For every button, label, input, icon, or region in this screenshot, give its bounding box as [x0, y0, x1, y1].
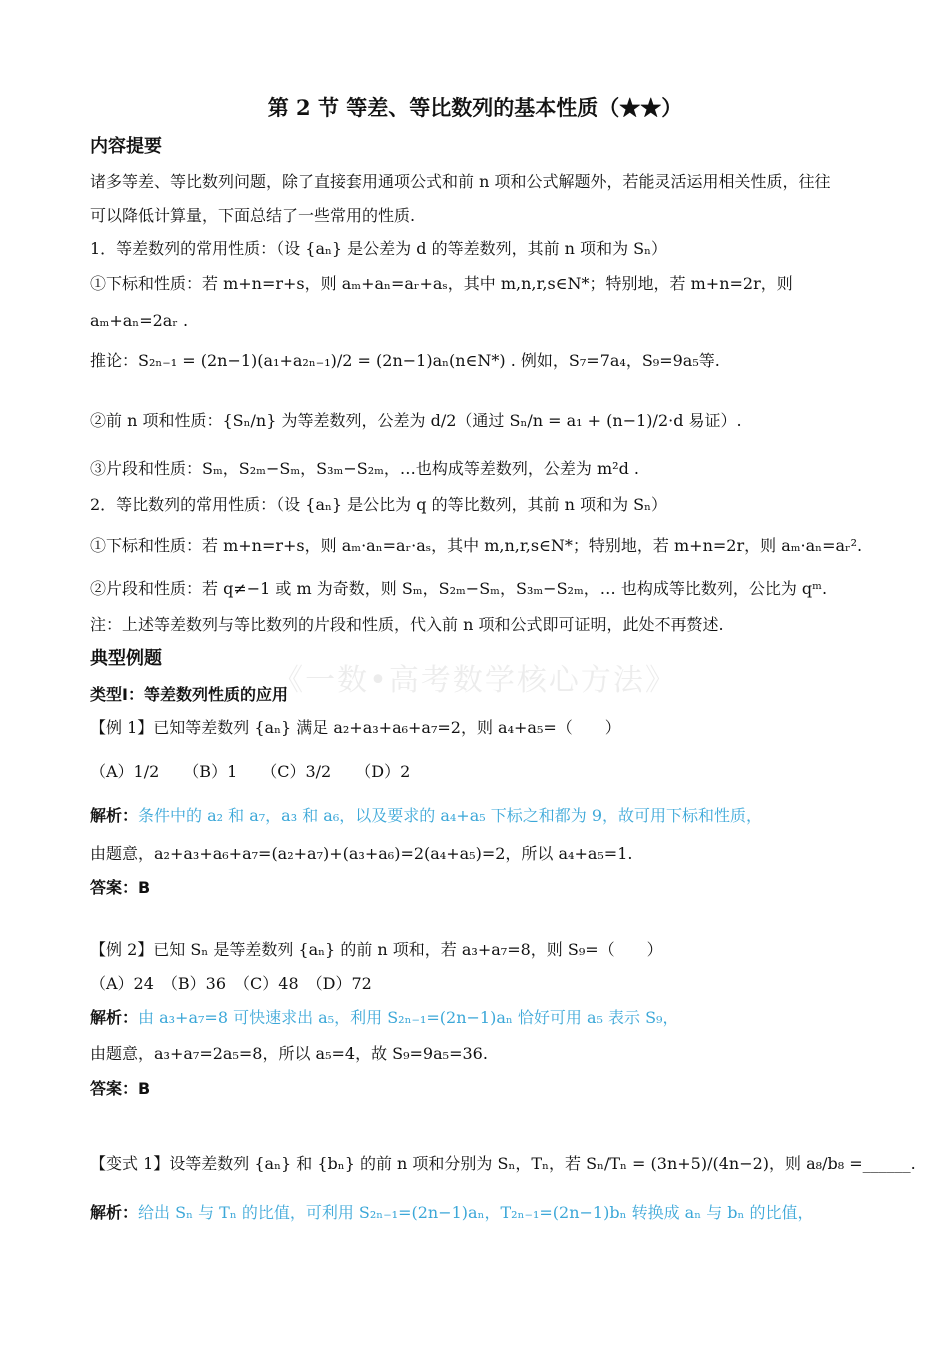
intro-line-2: 可以降低计算量，下面总结了一些常用的性质. — [90, 206, 416, 225]
arith-properties-heading: 1．等差数列的常用性质：（设 {aₙ} 是公差为 d 的等差数列，其前 n 项和为 Sₙ） — [90, 239, 668, 258]
arith-segment-sum: ③片段和性质：Sₘ，S₂ₘ−Sₘ，S₃ₘ−S₂ₘ，…也构成等差数列，公差为 m²d . — [90, 459, 640, 478]
intro-line-1: 诸多等差、等比数列问题，除了直接套用通项公式和前 n 项和公式解题外，若能灵活运用相关性质，往往 — [90, 172, 831, 191]
example-2-answer: 答案：B — [90, 1079, 151, 1098]
example-1-analysis — [90, 805, 762, 827]
arith-corollary: 推论：S₂ₙ₋₁ = (2n−1)(a₁+a₂ₙ₋₁)/2 = (2n−1)aₙ(n∈N*) . 例如，S₇=7a₄，S₉=9a₅等. — [90, 351, 720, 370]
example-2-analysis — [90, 1007, 678, 1029]
example-1-options: （A）1/2 （B）1 （C）3/2 （D）2 — [90, 762, 411, 781]
analysis-label: 解析： — [90, 806, 139, 825]
analysis-label: 解析： — [90, 1008, 139, 1027]
arith-index-sum: ①下标和性质：若 m+n=r+s，则 aₘ+aₙ=aᵣ+aₛ，其中 m,n,r,s∈N*；特别地，若 m+n=2r，则 — [90, 274, 793, 293]
page-title: 第 2 节 等差、等比数列的基本性质（★★） — [267, 95, 683, 120]
variant-1-question: 【变式 1】设等差数列 {aₙ} 和 {bₙ} 的前 n 项和分别为 Sₙ，Tₙ，若 Sₙ/Tₙ = (3n+5)/(4n−2)，则 a₈/b₈ =______. — [90, 1154, 916, 1173]
section-heading-examples: 典型例题 — [90, 648, 162, 669]
arith-partial-sum: ②前 n 项和性质：{Sₙ/n} 为等差数列，公差为 d/2（通过 Sₙ/n = a₁ + (n−1)/2·d 易证）. — [90, 411, 742, 430]
example-2-analysis-text: 由 a₃+a₇=8 可快速求出 a₅，利用 S₂ₙ₋₁=(2n−1)aₙ 恰好可用 a₅ 表示 S₉， — [138, 1008, 679, 1027]
example-1-answer: 答案：B — [90, 878, 151, 897]
example-1-question: 【例 1】已知等差数列 {aₙ} 满足 a₂+a₃+a₆+a₇=2，则 a₄+a₅=（ ） — [90, 718, 621, 737]
example-1-solution: 由题意，a₂+a₃+a₆+a₇=(a₂+a₇)+(a₃+a₆)=2(a₄+a₅)=2，所以 a₄+a₅=1. — [90, 844, 633, 863]
geom-index-sum: ①下标和性质：若 m+n=r+s，则 aₘ·aₙ=aᵣ·aₛ，其中 m,n,r,s∈N*；特别地，若 m+n=2r，则 aₘ·aₙ=aᵣ². — [90, 536, 863, 555]
example-2-question: 【例 2】已知 Sₙ 是等差数列 {aₙ} 的前 n 项和，若 a₃+a₇=8，则 S₉=（ ） — [90, 940, 663, 959]
variant-1-analysis — [90, 1202, 814, 1224]
arith-index-sum-special: aₘ+aₙ=2aᵣ . — [90, 311, 189, 330]
variant-1-analysis-text: 给出 Sₙ 与 Tₙ 的比值，可利用 S₂ₙ₋₁=(2n−1)aₙ，T₂ₙ₋₁=(2n−1)bₙ 转换成 aₙ 与 bₙ 的比值， — [138, 1203, 814, 1222]
geom-segment-sum: ②片段和性质：若 q≠−1 或 m 为奇数，则 Sₘ，S₂ₘ−Sₘ，S₃ₘ−S₂ₘ，… 也构成等比数列，公比为 qᵐ. — [90, 579, 828, 598]
example-2-options: （A）24 （B）36 （C）48 （D）72 — [90, 974, 372, 993]
example-2-solution: 由题意，a₃+a₇=2a₅=8，所以 a₅=4，故 S₉=9a₅=36. — [90, 1044, 488, 1063]
note: 注：上述等差数列与等比数列的片段和性质，代入前 n 项和公式即可证明，此处不再赘述. — [90, 615, 724, 634]
watermark: 《一数•高考数学核心方法》 — [273, 663, 677, 698]
geom-properties-heading: 2．等比数列的常用性质：（设 {aₙ} 是公比为 q 的等比数列，其前 n 项和为 Sₙ） — [90, 495, 668, 514]
type-heading: 类型Ⅰ：等差数列性质的应用 — [90, 685, 288, 704]
analysis-label: 解析： — [90, 1203, 139, 1222]
section-heading-summary: 内容提要 — [90, 136, 162, 157]
example-1-analysis-text: 条件中的 a₂ 和 a₇，a₃ 和 a₆，以及要求的 a₄+a₅ 下标之和都为 9，故可用下标和性质， — [138, 806, 763, 825]
